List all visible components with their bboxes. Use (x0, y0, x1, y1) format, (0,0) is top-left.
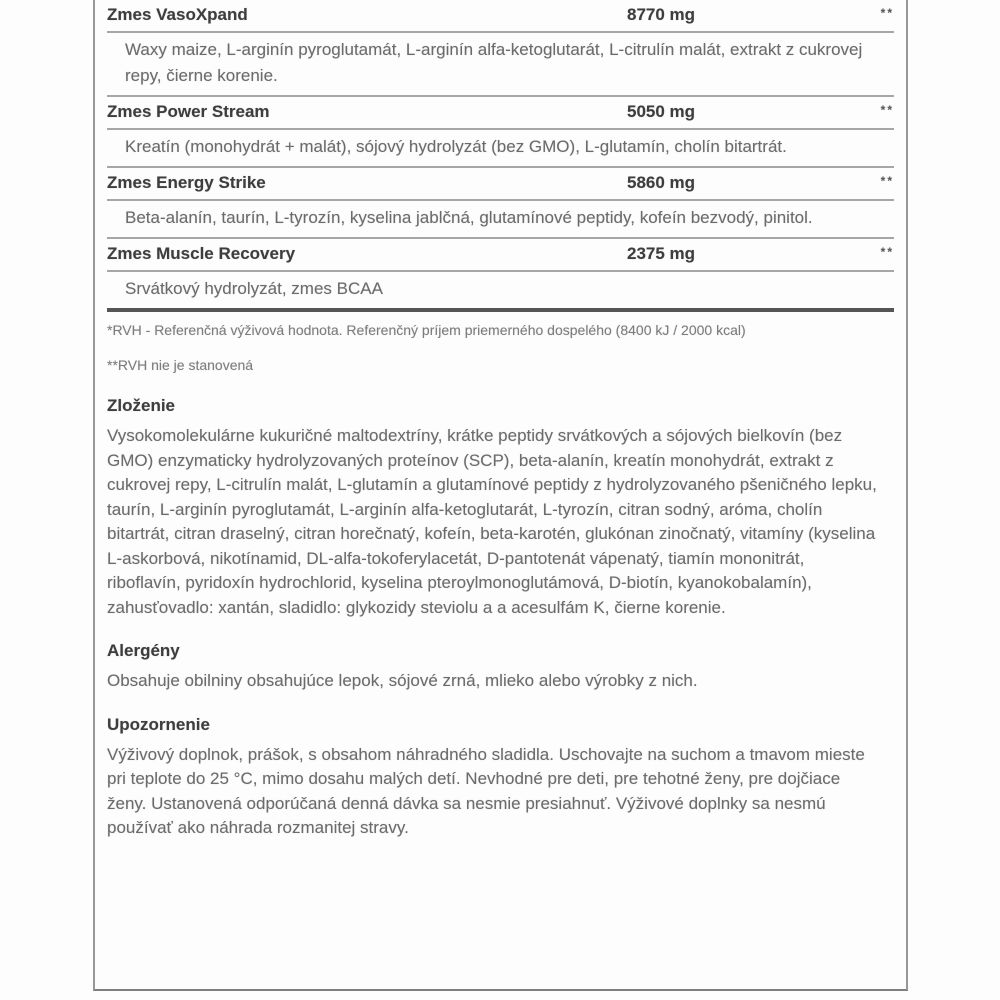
section-heading-zlozenie: Zloženie (107, 396, 176, 415)
blend-ingredients: Waxy maize, L-arginín pyroglutamát, L-arginín alfa-ketoglutarát, L-citrulín malát, extrakt z cukrovej repy, čierne korenie. (125, 40, 863, 85)
blend-name: Zmes Energy Strike (107, 173, 266, 192)
blend-amount: 8770 mg (627, 5, 696, 24)
blend-row (107, 97, 894, 168)
blend-header (107, 0, 894, 31)
blend-header (107, 168, 894, 199)
rvh-marker: ** (880, 245, 894, 259)
blend-name: Zmes VasoXpand (107, 5, 248, 24)
blend-row (107, 168, 894, 239)
blend-header (107, 239, 894, 270)
blend-row (107, 239, 894, 312)
blend-amount: 5050 mg (627, 102, 696, 121)
blend-name: Zmes Muscle Recovery (107, 244, 296, 263)
section-body-zlozenie: Vysokomolekulárne kukuričné maltodextríny, krátke peptidy srvátkových a sójových bielkovín (bez GMO) enzymaticky hydrolyzovaných proteínov (SCP), beta-alanín, kreatín monohydrát, extrakt z cukrovej repy, L-citrulín malát, L-glutamín a glutamínové peptidy z hydrolyzovaného pšeničného lepku, taurín, L-arginín pyroglutamát, L-arginín alfa-ketoglutarát, L-tyrozín, citran sodný, aróma, cholín bitartrát, citran draselný, citran horečnatý, kofeín, beta-karotén, glukónan zinočnatý, vitamíny (kyselina L-askorbová, nikotínamid, DL-alfa-tokoferylacetát, D-pantotenát vápenatý, tiamín mononitrát, riboflavín, pyridoxín hydrochlorid, kyselina pteroylmonoglutámová, D-biotín, kyanokobalamín), zahusťovadlo: xantán, sladidlo: glykozidy steviolu a a acesulfám K, čierne korenie. (107, 426, 877, 617)
blend-name: Zmes Power Stream (107, 102, 270, 121)
section-heading-upozornenie: Upozornenie (107, 714, 210, 734)
footnote-rvh-definition: *RVH - Referenčná výživová hodnota. Referenčný príjem priemerného dospelého (8400 kJ / 2000 kcal) (107, 322, 746, 338)
blend-ingredients: Srvátkový hydrolyzát, zmes BCAA (125, 279, 383, 298)
blend-ingredients: Beta-alanín, taurín, L-tyrozín, kyselina jablčná, glutamínové peptidy, kofeín bezvodý, pinitol. (125, 208, 813, 227)
section-heading-alergeny: Alergény (107, 641, 180, 660)
blend-amount: 2375 mg (627, 244, 696, 263)
blend-row (107, 0, 894, 97)
rvh-marker: ** (880, 6, 894, 20)
section-body-upozornenie: Výživový doplnok, prášok, s obsahom náhradného sladidla. Uschovajte na suchom a tmavom mieste pri teplote do 25 °C, mimo dosahu malých detí. Nevhodné pre deti, pre tehotné ženy, pre dojčiace ženy. Ustanovená odporúčaná denná dávka sa nesmie presiahnuť. Výživové doplnky sa nesmú používať ako náhrada rozmanitej stravy. (107, 744, 865, 837)
blend-ingredients: Kreatín (monohydrát + malát), sójový hydrolyzát (bez GMO), L-glutamín, cholín bitartrát. (125, 137, 787, 156)
footnote-rvh-not-set: **RVH nie je stanovená (107, 357, 254, 373)
rvh-marker: ** (880, 174, 894, 188)
rvh-marker: ** (880, 103, 894, 117)
blend-amount: 5860 mg (627, 173, 696, 192)
supplement-info-box (93, 0, 908, 991)
blend-header (107, 97, 894, 128)
section-body-alergeny: Obsahuje obilniny obsahujúce lepok, sójové zrná, mlieko alebo výrobky z nich. (107, 671, 698, 690)
table-end-rule (107, 308, 894, 312)
